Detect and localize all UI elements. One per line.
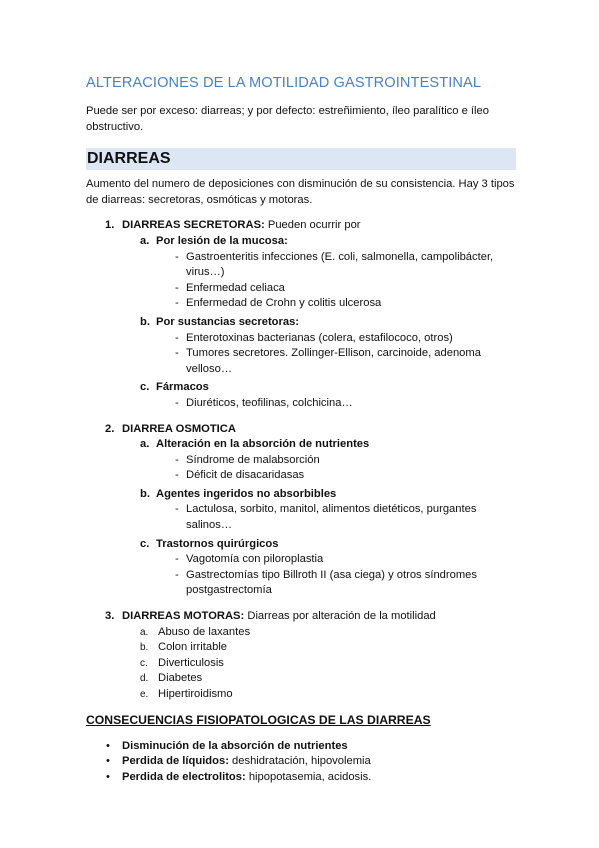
sublist-item [122,640,516,656]
dash-text: Gastroenteritis infecciones (E. coli, salmonella, campolibácter, virus…) [186,250,494,279]
bullet-marker: • [106,755,110,768]
section-intro-paragraph: Aumento del numero de deposiciones con disminución de su consistencia. Hay 3 tipos de diarreas: secretoras, osmóticas y motoras. [86,178,515,206]
dash-item [156,453,516,469]
consequences-list [86,739,516,786]
dash-marker: - [175,281,179,294]
dash-item [156,396,516,412]
list-marker: b. [140,315,150,328]
bullet-text: deshidratación, hipovolemia [228,755,371,768]
dash-item [156,346,516,377]
sublist-item [122,687,516,703]
bullet-item [86,754,516,770]
dash-item [156,468,516,484]
sub-label: Fármacos [156,381,209,394]
list-marker: 1. [105,219,115,232]
dash-marker: - [175,250,179,263]
bullet-text: hipopotasemia, acidosis. [245,770,372,783]
item-label: DIARREA OSMOTICA [122,422,236,435]
sublist [122,625,516,703]
dash-item [156,331,516,347]
item-label: DIARREAS MOTORAS: [122,610,245,623]
sublist-item [122,656,516,672]
list-marker: a. [140,234,150,247]
page-title: ALTERACIONES DE LA MOTILIDAD GASTROINTESTINAL [86,75,482,91]
list-marker: 3. [105,610,115,623]
dash-text: Lactulosa, sorbito, manitol, alimentos dietéticos, purgantes salinos… [186,503,477,532]
dash-list [156,453,516,484]
dash-text: Síndrome de malabsorción [186,453,320,466]
item-text: Diarreas por alteración de la motilidad [244,610,436,623]
list-marker: c. [140,537,150,550]
bullet-marker: • [106,739,110,752]
document-page [86,74,516,785]
dash-item [156,568,516,599]
dash-marker: - [175,453,179,466]
sub-text: Colon irritable [158,641,228,654]
dash-text: Enfermedad de Crohn y colitis ulcerosa [186,297,382,310]
dash-text: Déficit de disacaridasas [186,469,305,482]
sublist-item [122,234,516,312]
dash-item [156,281,516,297]
sublist-item [122,487,516,534]
section-heading-diarreas [86,148,516,170]
sublist-item [122,537,516,599]
dash-text: Tumores secretores. Zollinger-Ellison, carcinoide, adenoma velloso… [186,347,481,375]
sublist-item [122,437,516,484]
sublist-item [122,625,516,641]
dash-list [156,502,516,533]
dash-text: Diuréticos, teofilinas, colchicina… [186,396,353,409]
dash-marker: - [175,347,179,360]
list-item-motoras [86,609,516,703]
sub-label: Por lesión de la mucosa: [156,234,288,247]
dash-marker: - [175,553,179,566]
dash-item [156,502,516,533]
sub-label: Trastornos quirúrgicos [156,537,279,550]
dash-item [156,296,516,312]
section-heading-consecuencias: CONSECUENCIAS FISIOPATOLOGICAS DE LAS DIARREAS [86,712,431,727]
dash-list [156,331,516,378]
list-item-secretoras [86,218,516,411]
sub-text: Hipertiroidismo [158,688,233,700]
bullet-label: Perdida de líquidos: [122,755,229,768]
dash-text: Gastrectomías tipo Billroth II (asa ciega) y otros síndromes postgastrectomía [186,568,477,597]
dash-marker: - [175,503,179,516]
dash-marker: - [175,568,179,581]
dash-marker: - [175,331,179,344]
sublist-item [122,315,516,377]
list-marker: d. [140,673,149,685]
dash-item [156,250,516,281]
dash-list [156,250,516,312]
dash-item [156,552,516,568]
dash-list [156,396,516,412]
sublist-item [122,380,516,411]
dash-text: Vagotomía con piloroplastia [186,553,324,566]
list-marker: c. [140,657,148,669]
dash-text: Enterotoxinas bacterianas (colera, estafilococo, otros) [186,331,453,344]
sublist-item [122,671,516,687]
dash-marker: - [175,469,179,482]
sub-label: Agentes ingeridos no absorbibles [156,487,337,500]
list-marker: a. [140,626,149,638]
list-marker: a. [140,438,150,451]
sub-label: Alteración en la absorción de nutrientes [156,438,370,451]
dash-marker: - [175,396,179,409]
dash-text: Enfermedad celiaca [186,281,285,294]
list-marker: b. [140,487,150,500]
bullet-marker: • [106,770,110,783]
item-text: Pueden ocurrir por [264,219,361,232]
sublist [122,234,516,412]
list-marker: c. [140,381,150,394]
sub-label: Por sustancias secretoras: [156,315,300,328]
bullet-label: Disminución de la absorción de nutrientes [122,739,348,752]
sublist [122,437,516,599]
sub-text: Abuso de laxantes [158,625,251,638]
list-marker: b. [140,642,149,654]
list-marker: e. [140,689,149,700]
sub-text: Diverticulosis [158,656,224,669]
sub-text: Diabetes [158,672,203,685]
dash-marker: - [175,297,179,310]
bullet-label: Perdida de electrolitos: [122,770,246,783]
list-marker: 2. [105,422,115,435]
bullet-item [86,770,516,786]
list-item-osmotica [86,422,516,600]
item-label: DIARREAS SECRETORAS: [122,219,265,232]
section-heading-text: DIARREAS [87,150,171,168]
diarrhea-types-list [86,218,516,702]
intro-paragraph: Puede ser por exceso: diarreas; y por defecto: estreñimiento, íleo paralítico e íleo obstructivo. [86,105,489,133]
bullet-item [86,739,516,755]
dash-list [156,552,516,599]
